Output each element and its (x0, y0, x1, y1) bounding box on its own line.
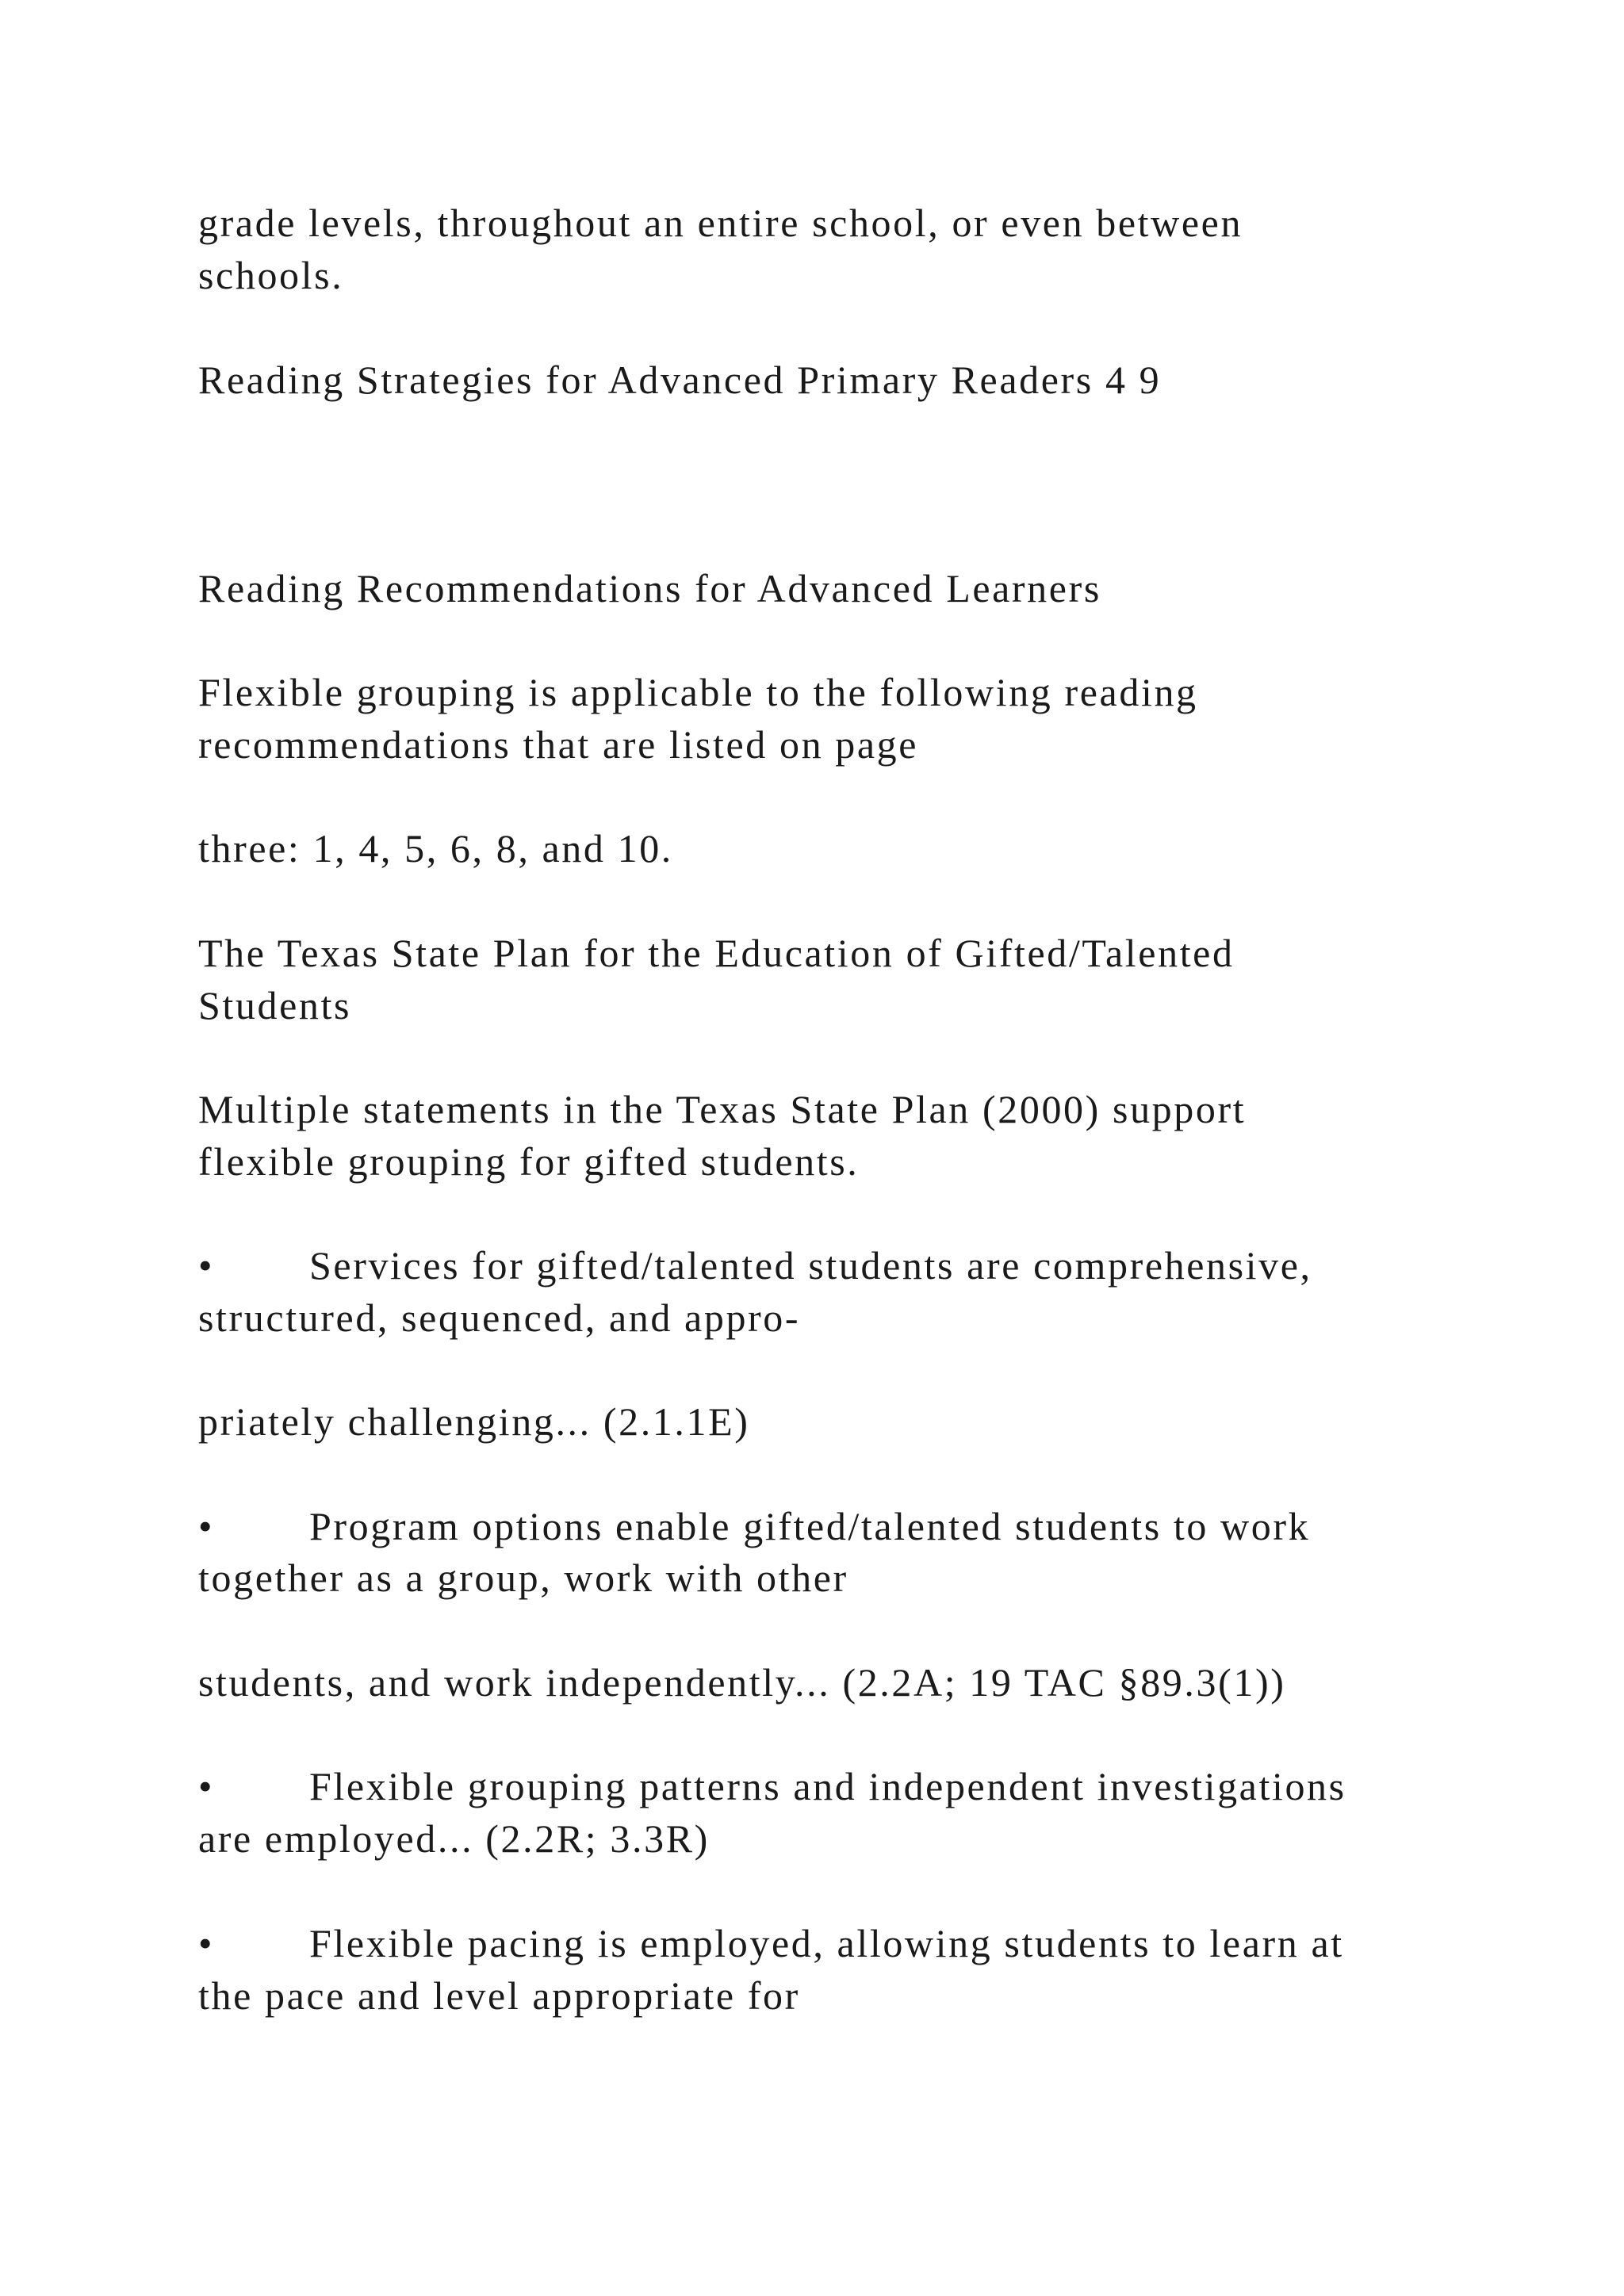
bullet-continuation: students, and work independently... (2.2A; 19 TAC §89.3(1)) (198, 1660, 1286, 1705)
bullet-text: Program options enable gifted/talented students to work (309, 1504, 1311, 1548)
bullet-continuation: together as a group, work with other (198, 1556, 848, 1600)
body-text-line: Multiple statements in the Texas State Plan (2000) support (198, 1087, 1247, 1131)
subsection-heading: Students (198, 983, 352, 1027)
bullet-text: Flexible pacing is employed, allowing students to learn at (309, 1921, 1344, 1965)
bullet-text: Flexible grouping patterns and independent investigations (309, 1764, 1346, 1808)
body-text-line: Flexible grouping is applicable to the following reading (198, 670, 1198, 714)
bullet-icon: • (198, 1243, 215, 1288)
bullet-item (198, 1239, 1312, 1292)
bullet-continuation: structured, sequenced, and appro- (198, 1295, 801, 1340)
bullet-icon: • (198, 1764, 215, 1808)
body-text-line: recommendations that are listed on page (198, 722, 919, 767)
bullet-continuation: are employed... (2.2R; 3.3R) (198, 1816, 710, 1861)
running-header: Reading Strategies for Advanced Primary Readers 4 9 (198, 358, 1162, 402)
bullet-text: Services for gifted/talented students are comprehensive, (309, 1243, 1312, 1288)
bullet-item (198, 1760, 1346, 1812)
bullet-item (198, 1917, 1344, 1969)
body-text-line: schools. (198, 253, 344, 297)
subsection-heading: The Texas State Plan for the Education of Gifted/Talented (198, 931, 1235, 975)
body-text-line: grade levels, throughout an entire school, or even between (198, 201, 1243, 245)
bullet-icon: • (198, 1921, 215, 1965)
bullet-icon: • (198, 1504, 215, 1548)
bullet-continuation: priately challenging... (2.1.1E) (198, 1399, 750, 1444)
section-heading: Reading Recommendations for Advanced Learners (198, 566, 1101, 610)
bullet-item (198, 1500, 1310, 1552)
body-text-line: three: 1, 4, 5, 6, 8, and 10. (198, 826, 673, 871)
body-text-line: flexible grouping for gifted students. (198, 1139, 860, 1184)
bullet-continuation: the pace and level appropriate for (198, 1973, 800, 2018)
